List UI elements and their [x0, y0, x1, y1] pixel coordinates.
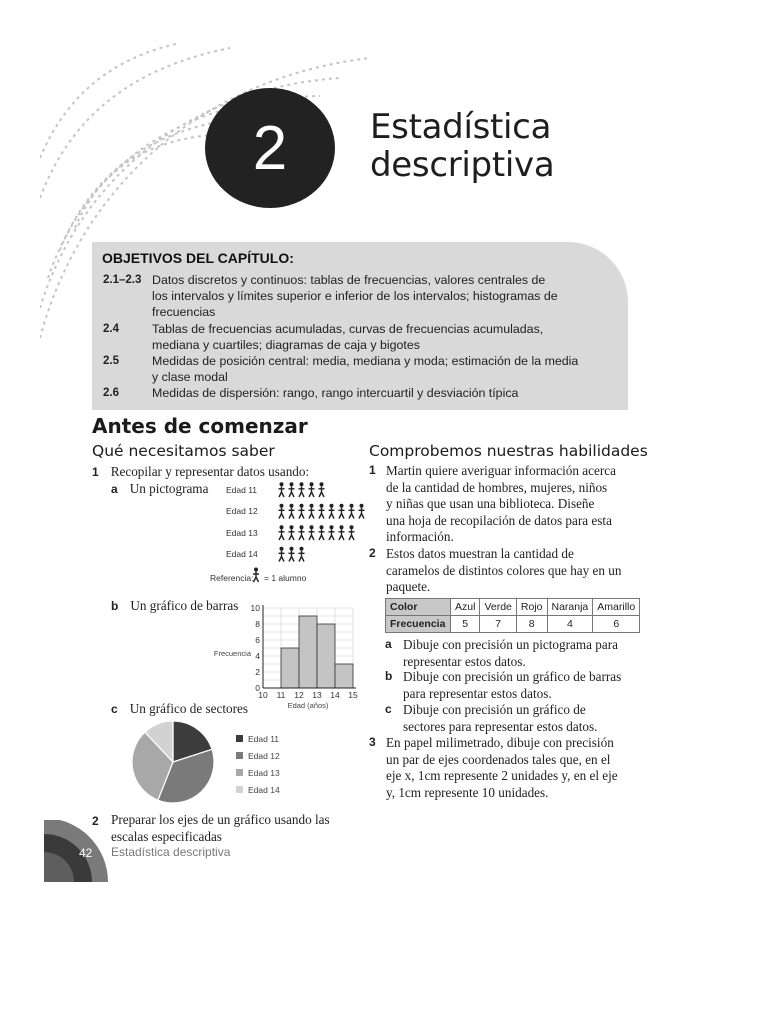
part-text: Dibuje con precisión un gráfico de [403, 702, 586, 717]
person-icon [279, 547, 285, 562]
legend-item [236, 764, 280, 781]
table-header-cell: Color [386, 599, 451, 616]
part-letter: c [111, 702, 118, 716]
x-tick-label: 15 [348, 690, 358, 700]
table-row [386, 616, 640, 633]
objective-text: frecuencias [152, 305, 216, 319]
chapter-number: 2 [252, 113, 288, 183]
question-text: y, 1cm represente 10 unidades. [386, 784, 549, 800]
question-text: Martin quiere averiguar información acerca [386, 463, 616, 478]
question-number: 2 [92, 814, 99, 828]
objective-number: 2.6 [103, 387, 119, 399]
part-letter: c [385, 702, 392, 716]
pictogram-row-label: Edad 14 [226, 549, 258, 559]
x-tick-label: 11 [276, 690, 286, 700]
pictogram-icons [266, 478, 366, 568]
objective-number: 2.1–2.3 [103, 274, 142, 286]
chapter-title [370, 108, 554, 184]
objective-text: y clase modal [152, 370, 228, 384]
chapter-title-line2: descriptiva [370, 145, 555, 185]
part-text: representar estos datos. [403, 653, 526, 669]
part-text: Dibuje con precisión un gráfico de barras [403, 669, 622, 684]
pictogram-row-label: Edad 13 [226, 528, 258, 538]
person-icon [349, 504, 355, 519]
question-text: caramelos de distintos colores que hay en un [386, 562, 622, 578]
pictogram-key-value: = 1 alumno [264, 573, 307, 583]
y-tick-label: 4 [255, 651, 260, 661]
x-axis-label: Edad (años) [287, 701, 329, 710]
person-icon [279, 482, 285, 497]
table-cell: 7 [480, 616, 516, 633]
part-text: Un gráfico de sectores [129, 701, 248, 716]
question-text: Estos datos muestran la cantidad de [386, 546, 574, 561]
objective-number: 2.4 [103, 323, 119, 335]
left-part-c [111, 700, 248, 718]
y-tick-label: 10 [250, 603, 260, 613]
question-text: escalas especificadas [111, 828, 222, 844]
person-icon [289, 547, 295, 562]
table-cell: Naranja [547, 599, 593, 616]
person-icon [339, 504, 345, 519]
section-heading: Antes de comenzar [92, 414, 308, 438]
table-cell: 4 [547, 616, 593, 633]
part-text: Un pictograma [129, 481, 209, 496]
question-text: Recopilar y representar datos usando: [110, 464, 310, 479]
person-icon [319, 482, 325, 497]
person-icon [329, 504, 335, 519]
part-text: para representar estos datos. [403, 685, 552, 701]
objective-number: 2.5 [103, 355, 119, 367]
footer-decoration [44, 820, 108, 882]
person-icon [289, 482, 295, 497]
person-icon [299, 525, 305, 540]
question-text: información. [386, 529, 454, 544]
page-number: 42 [79, 846, 93, 860]
question-text: paquete. [386, 579, 431, 594]
objectives-heading: OBJETIVOS DEL CAPÍTULO: [102, 250, 294, 266]
y-tick-label: 8 [255, 619, 260, 629]
footer-chapter-title: Estadística descriptiva [111, 845, 231, 859]
candy-color-table [385, 598, 640, 633]
y-tick-label: 6 [255, 635, 260, 645]
part-letter: b [385, 669, 393, 683]
question-text: Preparar los ejes de un gráfico usando las [111, 812, 330, 827]
person-icon [289, 504, 295, 519]
person-icon [252, 567, 260, 583]
part-text: Dibuje con precisión un pictograma para [403, 637, 618, 652]
left-subheading: Qué necesitamos saber [92, 442, 275, 460]
person-icon [299, 547, 305, 562]
person-icon [329, 525, 335, 540]
table-cell: Amarillo [593, 599, 640, 616]
question-number: 3 [369, 735, 376, 749]
person-icon [349, 525, 355, 540]
person-icon [319, 504, 325, 519]
person-icon [289, 525, 295, 540]
question-text: un par de ejes coordenados tales que, en el [386, 751, 611, 767]
table-cell: Rojo [516, 599, 547, 616]
objective-text: Tablas de frecuencias acumuladas, curvas de frecuencias acumuladas, [152, 322, 544, 336]
bar-chart [205, 598, 365, 716]
legend-swatch [236, 769, 243, 776]
person-icon [359, 504, 365, 519]
question-text: En papel milimetrado, dibuje con precisión [386, 735, 614, 750]
legend-label: Edad 11 [248, 733, 280, 744]
person-icon [279, 504, 285, 519]
y-tick-label: 0 [255, 683, 260, 693]
legend-swatch [236, 735, 243, 742]
person-icon [309, 525, 315, 540]
person-icon [299, 482, 305, 497]
bar [317, 624, 335, 688]
table-cell: 8 [516, 616, 547, 633]
x-tick-label: 10 [258, 690, 268, 700]
part-letter: a [385, 637, 392, 651]
objective-text: los intervalos y límites superior e inferior de los intervalos; histogramas de [152, 289, 558, 303]
part-letter: b [111, 599, 119, 613]
legend-label: Edad 14 [248, 784, 280, 795]
question-text: eje x, 1cm represente 2 unidades y, en el eje [386, 768, 618, 783]
legend-swatch [236, 752, 243, 759]
legend-swatch [236, 786, 243, 793]
person-icon [309, 504, 315, 519]
x-tick-label: 12 [294, 690, 304, 700]
pictogram-row-label: Edad 12 [226, 506, 258, 516]
pictogram-row-label: Edad 11 [226, 485, 258, 495]
legend-label: Edad 13 [248, 767, 280, 778]
table-cell: 5 [451, 616, 480, 633]
question-text: de la cantidad de hombres, mujeres, niños [386, 479, 608, 495]
objective-text: mediana y cuartiles; diagramas de caja y bigotes [152, 338, 420, 352]
pictogram-key-label: Referencia: [210, 573, 254, 583]
objective-text: Medidas de dispersión: rango, rango intercuartil y desviación típica [152, 386, 519, 400]
question-number: 1 [92, 465, 99, 479]
person-icon [319, 525, 325, 540]
question-text: una hoja de recopilación de datos para esta [386, 512, 612, 528]
bar [281, 648, 299, 688]
bar [335, 664, 353, 688]
y-tick-label: 2 [255, 667, 260, 677]
x-tick-label: 14 [330, 690, 340, 700]
legend-item [236, 730, 280, 747]
legend-item [236, 781, 280, 798]
right-subheading: Comprobemos nuestras habilidades [369, 442, 648, 460]
y-axis-label: Frecuencia [213, 649, 251, 658]
question-number: 1 [369, 463, 376, 477]
part-letter: a [111, 482, 118, 496]
left-part-a [111, 480, 208, 498]
pictogram [210, 478, 360, 588]
part-text: sectores para representar estos datos. [403, 718, 598, 734]
person-icon [339, 525, 345, 540]
legend-label: Edad 12 [248, 750, 280, 761]
table-cell: Azul [451, 599, 480, 616]
legend-item [236, 747, 280, 764]
question-number: 2 [369, 546, 376, 560]
pie-chart [125, 718, 225, 808]
table-header-cell: Frecuencia [386, 616, 451, 633]
table-row [386, 599, 640, 616]
person-icon [299, 504, 305, 519]
objective-text: Datos discretos y continuos: tablas de frecuencias, valores centrales de [152, 273, 546, 287]
chapter-objectives-box [92, 242, 628, 410]
person-icon [309, 482, 315, 497]
objective-text: Medidas de posición central: media, mediana y moda; estimación de la media [152, 354, 579, 368]
question-text: y niñas que usan una biblioteca. Diseñe [386, 496, 595, 511]
bar [299, 616, 317, 688]
x-tick-label: 13 [312, 690, 322, 700]
table-cell: 6 [593, 616, 640, 633]
person-icon [279, 525, 285, 540]
chapter-number-badge [205, 88, 335, 208]
table-cell: Verde [480, 599, 516, 616]
pie-legend [236, 730, 280, 798]
part-text: Un gráfico de barras [130, 598, 239, 613]
chapter-title-line1: Estadística [370, 107, 552, 147]
